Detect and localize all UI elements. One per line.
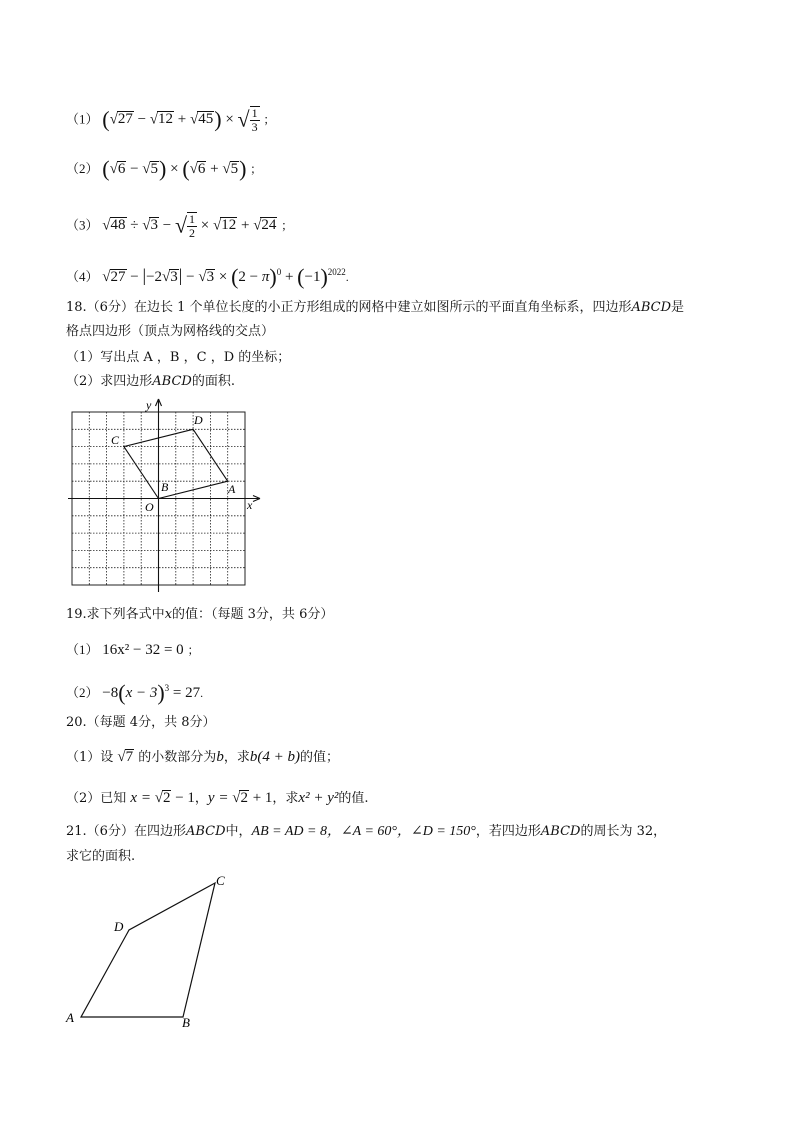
q18-line1 [66,299,684,317]
q19-p2-number: （2） [66,685,99,700]
q17-p2-radicand-d: 5 [230,161,239,177]
q17-p2-radicand-b: 5 [150,161,159,177]
q19-title [66,606,333,624]
q20-p2-x-lhs: x = [130,790,155,806]
q18-sub2 [66,373,235,391]
q19-p1-end: ； [187,643,200,657]
q19-p2-exp: 3 [164,683,170,693]
q21-quad-name: ABCD [185,824,226,839]
q18-sub2-quad: ABCD [152,374,192,389]
q18-sub1: （1）写出点 A ，B ，C ，D 的坐标； [66,350,291,365]
q20-p1-var: b [216,749,224,765]
label-D: D [194,413,203,427]
q18-sub2-post: 的面积. [191,374,235,389]
q20-title: 20.（每题 4分，共 8分） [66,715,216,730]
label-O: O [145,500,154,514]
q17-p3-radicand-a: 48 [110,217,126,234]
label-D-21: D [114,919,124,934]
q21-conditions: AB = AD = 8，∠A = 60°，∠D = 150° [251,824,476,839]
q17-p2-end: ； [250,162,263,176]
q21-quadrilateral-figure [60,870,250,1035]
q17-part2-number: （2） [66,161,99,176]
label-B-21: B [182,1015,190,1030]
q17-p4-coef: 2 [154,269,163,285]
q20-part1: （1）设 √7 的小数部分为b，求b(4 + b)的值； [66,749,339,765]
q18-line2: 格点四边形（顶点为网格线的交点） [66,324,275,339]
q20-p2-y-lhs: y = [207,790,233,806]
q20-p2-expr: x² + y² [298,790,339,806]
q17-p4-pi: π [261,269,270,285]
q17-part4: （4） $√27 - |-2√3| - √3 \times (2 - \pi)^0 + (-1)^{2022}$. [66,264,349,289]
q20-p2-sep: ， [194,791,208,806]
q17-part4-number: （4） [66,269,99,284]
q17-part3-number: （3） [66,217,99,233]
q19-part1 [66,641,199,659]
q20-p2-y-rest: + 1 [248,790,273,806]
q20-p1-mid2: ，求 [223,750,250,765]
quad-abcd-21 [81,883,215,1017]
q17-p1-radicand-c: 45 [198,111,214,128]
q17-p1-radicand-a: 27 [117,111,133,128]
q17-p3-radicand-c: 12 [221,217,237,234]
q19-stem: 19.求下列各式中 [66,607,165,622]
q20-p1-mid: 的小数部分为 [138,750,217,765]
label-C-21: C [216,873,225,888]
q21-stem-end: 的周长为 32， [580,824,667,839]
q20-p1-expr: b(4 + b) [249,749,300,765]
q18-coordinate-grid [66,396,266,596]
q19-var: x [164,607,173,622]
label-y: y [146,398,152,412]
q18-quad-name: ABCD [631,300,672,315]
q17-p4-radicand-c: 3 [206,269,215,285]
q18-stem-end: 是 [671,300,685,315]
label-A-21: A [66,1010,74,1025]
q17-p4-radicand-b: 3 [170,269,178,285]
q17-p2-radicand-a: 6 [117,161,126,177]
q17-p1-radicand-b: 12 [158,111,174,128]
q20-p2-pre: （2）已知 [66,791,127,806]
q19-p2-coef: −8 [102,685,119,701]
q21-line1 [66,823,666,841]
q19-p2-inner: x − 3 [125,685,158,701]
q19-part2: $(2) -8(x - 3)^3 = 27$. [66,680,204,705]
q20-p1-radicand: 7 [125,749,134,765]
q17-p4-exp: 2022 [327,267,346,277]
q17-p3-end: ； [281,218,294,233]
label-C: C [111,433,120,447]
q21-line2: 求它的面积. [66,849,136,864]
q19-p1-expr: 16x² − 32 = 0 [102,642,184,658]
q17-p3-radicand-b: 3 [150,217,158,234]
q17-p2-radicand-c: 6 [197,161,206,177]
q18-sub2-pre: （2）求四边形 [66,374,153,389]
q21-mid2: ，若四边形 [475,824,541,839]
q21-stem: 21.（6分）在四边形 [66,824,186,839]
fraction-numerator: 1 [251,106,258,120]
label-B: B [161,480,169,494]
q17-p3-radicand-d: 24 [261,217,277,234]
q17-part2: （2） (√6 − √5) × (√6 + √5) ； [66,156,263,181]
q17-part1: （1） (√27 − √12 + √45) × √ $\frac{1}{3}$ ； [66,106,276,134]
q19-p2-rhs: = 27 [169,685,201,701]
q17-p4-end: . [345,270,349,284]
q17-part1-number: （1） [66,111,99,127]
q21-mid: 中， [225,824,252,839]
q17-p3-fraction [187,212,197,240]
fraction-numerator: 1 [189,212,196,226]
q21-quad-name-2: ABCD [540,824,581,839]
q19-stem-end: 的值：（每题 3分，共 6分） [172,607,334,622]
q17-p4-radicand-a: 27 [110,269,126,285]
q20-part2: （2）已知 x = √2 − 1，y = √2 + 1，求x² + y²的值. [66,790,369,806]
q20-p2-x-rest: − 1 [171,790,195,806]
q20-p2-end: 的值. [338,791,369,806]
fraction-denominator: 3 [251,120,258,134]
q20-p2-radicand-x: 2 [162,790,171,806]
q19-p1-number: （1） [66,642,99,657]
q20-p2-radicand-y: 2 [240,790,248,806]
label-x: x [247,498,253,512]
fraction-denominator: 2 [189,226,196,240]
q17-p4-exp-zero: 0 [276,267,282,277]
label-A: A [228,482,236,496]
q17-p4-neg-one: −1 [304,269,321,285]
q17-p1-fraction [250,106,260,134]
q18-stem: 18.（6分）在边长 1 个单位长度的小正方形组成的网格中建立如图所示的平面直角坐标系，四边形 [66,300,632,315]
q17-part3: （3） √48 ÷ √3 − √ $\frac{1}{2}$ × √12 + √24 ； [66,212,294,240]
q17-p1-end: ； [263,112,276,127]
q20-p2-mid: ，求 [272,791,299,806]
q19-p2-end: . [200,686,204,700]
q20-p1-end: 的值； [299,750,339,765]
q20-p1-pre: （1）设 [66,750,114,765]
